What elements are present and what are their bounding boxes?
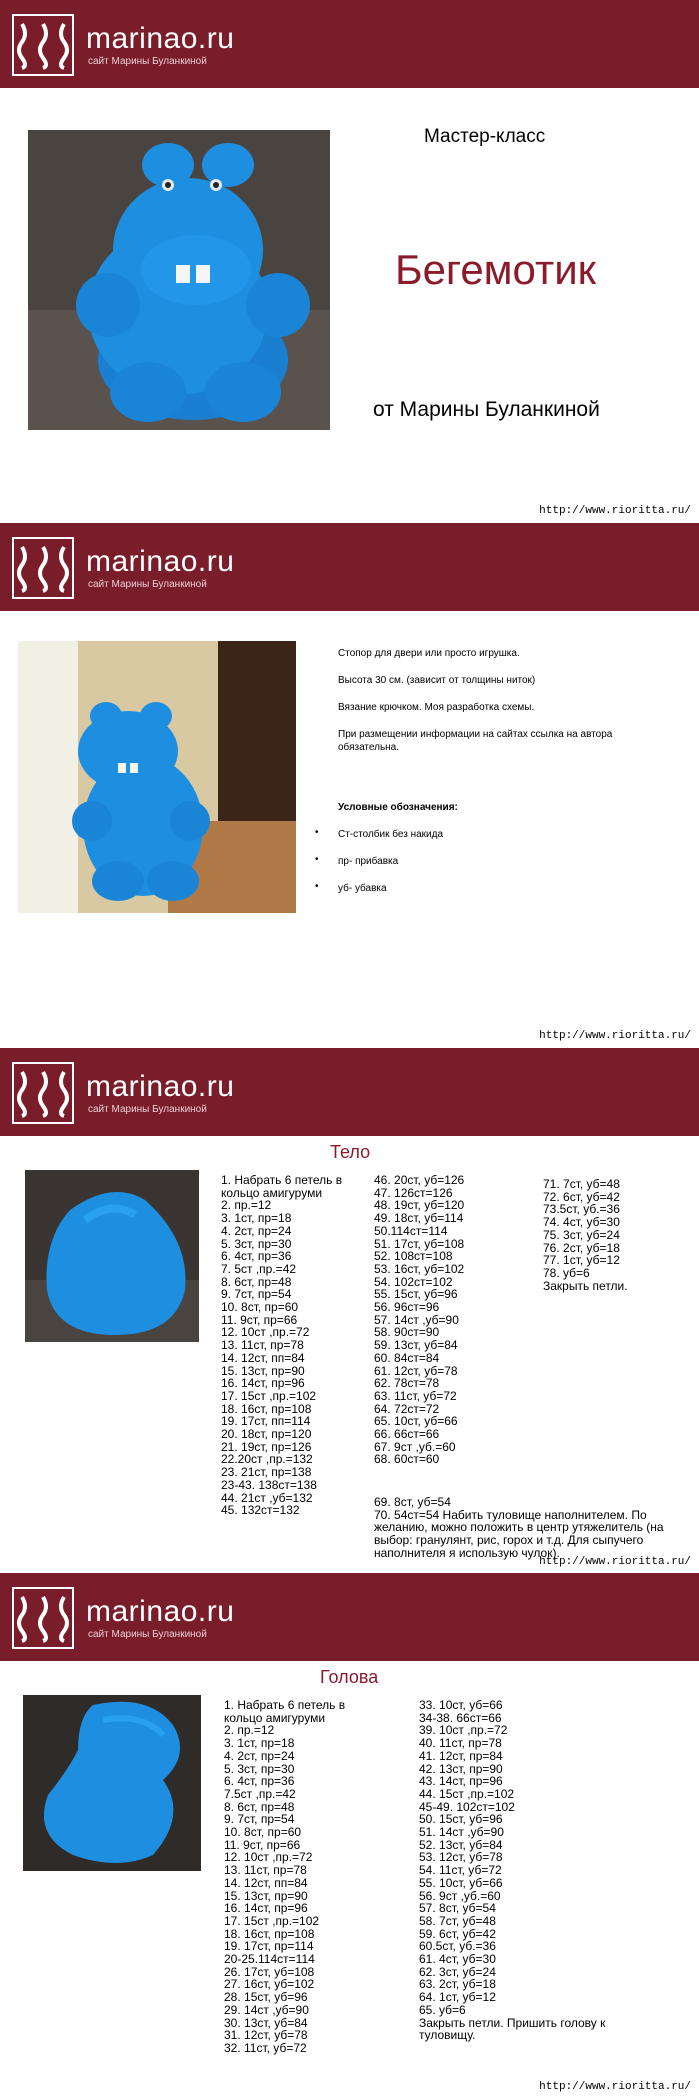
pattern-row: 42. 13ст, пр=90 [419, 1761, 503, 1776]
pattern-row: 60.5ст, уб.=36 [419, 1939, 496, 1954]
brand-name: marinao.ru [86, 1595, 235, 1628]
pattern-row: 64. 72ст=72 [374, 1401, 440, 1416]
pattern-row: 28. 15ст, уб=96 [224, 1990, 308, 2005]
pattern-row: Закрыть петли. [543, 1278, 628, 1293]
section-title: Тело [330, 1142, 371, 1162]
pattern-row: 13. 11ст, пр=78 [224, 1863, 307, 1878]
pattern-row: 6. 4ст, пр=36 [221, 1249, 292, 1264]
source-url: http://www.rioritta.ru/ [539, 2081, 691, 2093]
page-title: Бегемотик [395, 246, 597, 293]
pattern-row: 22.20ст ,пр.=132 [221, 1452, 313, 1467]
pattern-row: 1. Набрать 6 петель в [221, 1173, 343, 1187]
pattern-row: 14. 12ст, пп=84 [224, 1875, 308, 1890]
pattern-row: 9. 7ст, пр=54 [221, 1287, 292, 1302]
author: от Марины Буланкиной [373, 398, 600, 421]
pattern-row: 27. 16ст, уб=102 [224, 1977, 315, 1992]
body-photo [25, 1170, 199, 1342]
pattern-row: выбор: гранулянт, рис, горох и т.д. Для сыпучего [374, 1533, 644, 1548]
pattern-row: 59. 6ст, уб=42 [419, 1926, 496, 1941]
pattern-row: 15. 13ст, пр=90 [221, 1363, 305, 1378]
pattern-row: 71. 7ст, уб=48 [543, 1177, 620, 1191]
body-rows-column-1 [221, 1174, 342, 1517]
pattern-row: 12. 10ст ,пр.=72 [224, 1850, 313, 1865]
pattern-row: 57. 8ст, уб=54 [419, 1901, 496, 1916]
pattern-row: 5. 3ст, пр=30 [221, 1236, 292, 1251]
pattern-row: 6. 4ст, пр=36 [224, 1774, 295, 1789]
intro-paragraph: Вязание крючком. Моя разработка схемы. [338, 702, 535, 713]
kicker: Мастер-класс [424, 126, 546, 147]
section-title: Голова [320, 1667, 379, 1687]
pattern-row: 21. 19ст, пр=126 [221, 1439, 312, 1454]
body-rows-column-2-tail [374, 1496, 664, 1560]
pattern-row: туловищу. [419, 2028, 476, 2043]
pattern-row: 48. 19ст, уб=120 [374, 1198, 465, 1213]
brand-tagline: сайт Марины Буланкиной [88, 56, 207, 67]
pattern-row: 4. 2ст, пр=24 [221, 1223, 292, 1238]
bullet-icon: • [315, 854, 319, 865]
pattern-row: 16. 14ст, пр=96 [221, 1376, 305, 1391]
logo-icon [12, 1062, 74, 1124]
slide-intro [0, 523, 699, 1047]
pattern-row: 54. 102ст=102 [374, 1274, 453, 1289]
pattern-row: 23. 21ст, пр=138 [221, 1465, 312, 1480]
brand-tagline: сайт Марины Буланкиной [88, 579, 207, 590]
pattern-row: 75. 3ст, уб=24 [543, 1227, 620, 1242]
logo-icon [12, 1587, 74, 1649]
pattern-row: 78. уб=6 [543, 1265, 590, 1280]
pattern-row: 56. 96ст=96 [374, 1300, 440, 1315]
pattern-row: 66. 66ст=66 [374, 1427, 440, 1442]
pattern-row: 70. 54ст=54 Набить туловище наполнителем. По [374, 1507, 647, 1522]
pattern-row: 30. 13ст, уб=84 [224, 2015, 308, 2030]
pattern-row: 65. уб=6 [419, 2002, 466, 2017]
pattern-row: 8. 6ст, пр=48 [224, 1799, 295, 1814]
pattern-row: 17. 15ст ,пр.=102 [224, 1913, 320, 1928]
pattern-row: 4. 2ст, пр=24 [224, 1748, 295, 1763]
pattern-row: 56. 9ст ,уб.=60 [419, 1888, 501, 1903]
pattern-row: 61. 12ст, уб=78 [374, 1363, 458, 1378]
pattern-row: 11. 9ст, пр=66 [221, 1312, 298, 1327]
legend-title: Условные обозначения: [338, 802, 458, 813]
pattern-row: 10. 8ст, пр=60 [221, 1300, 299, 1315]
pattern-row: 44. 21ст ,уб=132 [221, 1490, 313, 1505]
head-rows-column-2 [419, 1699, 605, 2042]
pattern-row: 53. 16ст, уб=102 [374, 1261, 465, 1276]
pattern-row: 2. пр.=12 [221, 1198, 272, 1213]
pattern-row: 74. 4ст, уб=30 [543, 1215, 620, 1230]
pattern-row: 9. 7ст, пр=54 [224, 1812, 295, 1827]
pattern-row: 1. Набрать 6 петель в [224, 1698, 346, 1712]
header-bar [0, 1573, 699, 1661]
pattern-row: 46. 20ст, уб=126 [374, 1173, 465, 1187]
pattern-row: 43. 14ст, пр=96 [419, 1774, 503, 1789]
pattern-row: 53. 12ст, уб=78 [419, 1850, 503, 1865]
pattern-row: 62. 3ст, уб=24 [419, 1964, 496, 1979]
body-rows-column-3 [543, 1178, 628, 1292]
pattern-row: 51. 17ст, уб=108 [374, 1236, 465, 1251]
pattern-row: 73.5ст, уб.=36 [543, 1202, 620, 1217]
pattern-row: 13. 11ст, пр=78 [221, 1338, 304, 1353]
slide-title [0, 0, 699, 522]
legend-item: Ст-столбик без накида [338, 829, 444, 840]
pattern-row: 55. 15ст, уб=96 [374, 1287, 458, 1302]
pattern-row: Закрыть петли. Пришить голову к [419, 2015, 606, 2030]
logo-icon [12, 14, 74, 76]
pattern-row: 63. 2ст, уб=18 [419, 1977, 496, 1992]
pattern-row: 60. 84ст=84 [374, 1350, 440, 1365]
slide-body [0, 1048, 699, 1572]
pattern-row: 47. 126ст=126 [374, 1185, 453, 1200]
body-rows-column-2 [374, 1174, 464, 1466]
pattern-row: 51. 14ст ,уб=90 [419, 1825, 504, 1840]
pattern-row: кольцо амигуруми [221, 1185, 323, 1200]
pattern-row: 72. 6ст, уб=42 [543, 1189, 620, 1204]
pattern-row: 2. пр.=12 [224, 1723, 275, 1738]
pattern-row: 39. 10ст ,пр.=72 [419, 1723, 508, 1738]
pattern-row: 77. 1ст, уб=12 [543, 1253, 620, 1268]
pattern-row: 44. 15ст ,пр.=102 [419, 1786, 515, 1801]
header-bar [0, 523, 699, 611]
pattern-row: 16. 14ст, пр=96 [224, 1901, 308, 1916]
head-photo [23, 1695, 201, 1871]
pattern-row: 20. 18ст, пр=120 [221, 1427, 312, 1442]
pattern-row: 50.114ст=114 [374, 1223, 448, 1238]
pattern-row: 62. 78ст=78 [374, 1376, 440, 1391]
intro-paragraph: При размещении информации на сайтах ссылка на автора обязательна. [338, 729, 613, 753]
pattern-row: 32. 11ст, уб=72 [224, 2040, 307, 2055]
pattern-row: 68. 60ст=60 [374, 1452, 440, 1467]
bullet-icon: • [315, 827, 319, 838]
pattern-row: 69. 8ст, уб=54 [374, 1495, 451, 1509]
pattern-row: кольцо амигуруми [224, 1710, 326, 1725]
slide-head [0, 1573, 699, 2099]
pattern-row: 76. 2ст, уб=18 [543, 1240, 620, 1255]
pattern-row: 40. 11ст, пр=78 [419, 1736, 502, 1751]
pattern-row: 58. 7ст, уб=48 [419, 1913, 496, 1928]
pattern-row: 34-38. 66ст=66 [419, 1710, 502, 1725]
header-bar [0, 1048, 699, 1136]
pattern-row: 45-49. 102ст=102 [419, 1799, 515, 1814]
pattern-row: 15. 13ст, пр=90 [224, 1888, 308, 1903]
brand-name: marinao.ru [86, 22, 235, 55]
pattern-row: 65. 10ст, уб=66 [374, 1414, 458, 1429]
pattern-row: 8. 6ст, пр=48 [221, 1274, 292, 1289]
pattern-row: 41. 12ст, пр=84 [419, 1748, 503, 1763]
pattern-row: 45. 132ст=132 [221, 1503, 300, 1518]
pattern-row: 19. 17ст, пп=114 [221, 1414, 311, 1429]
source-url: http://www.rioritta.ru/ [539, 1030, 691, 1042]
intro-paragraph: Высота 30 см. (зависит от толщины ниток) [338, 675, 536, 686]
pattern-row: 20-25.114ст=114 [224, 1952, 315, 1967]
pattern-row: 49. 18ст, уб=114 [374, 1211, 464, 1226]
pattern-row: 7.5ст ,пр.=42 [224, 1786, 296, 1801]
pattern-row: 18. 16ст, пр=108 [221, 1401, 312, 1416]
header-bar [0, 0, 699, 88]
brand-name: marinao.ru [86, 1070, 235, 1103]
brand-name: marinao.ru [86, 545, 235, 578]
pattern-row: 3. 1ст, пр=18 [224, 1736, 295, 1751]
source-url: http://www.rioritta.ru/ [539, 1556, 691, 1568]
pattern-row: 58. 90ст=90 [374, 1325, 440, 1340]
pattern-row: 26. 17ст, уб=108 [224, 1964, 315, 1979]
pattern-row: 31. 12ст, уб=78 [224, 2028, 308, 2043]
intro-paragraph: Стопор для двери или просто игрушка. [338, 648, 520, 659]
bullet-icon: • [315, 881, 319, 892]
pattern-row: 18. 16ст, пр=108 [224, 1926, 315, 1941]
pattern-row: 52. 13ст, уб=84 [419, 1837, 503, 1852]
pattern-row: 14. 12ст, пп=84 [221, 1350, 305, 1365]
legend-item: пр- прибавка [338, 856, 399, 867]
legend-item: уб- убавка [338, 883, 387, 894]
pattern-row: 11. 9ст, пр=66 [224, 1837, 301, 1852]
pattern-row: 17. 15ст ,пр.=102 [221, 1388, 317, 1403]
pattern-row: 59. 13ст, уб=84 [374, 1338, 458, 1353]
pattern-row: 10. 8ст, пр=60 [224, 1825, 302, 1840]
pattern-row: 3. 1ст, пр=18 [221, 1211, 292, 1226]
pattern-row: 12. 10ст ,пр.=72 [221, 1325, 310, 1340]
pattern-row: 61. 4ст, уб=30 [419, 1952, 496, 1967]
pattern-row: 5. 3ст, пр=30 [224, 1761, 295, 1776]
pattern-row: 57. 14ст ,уб=90 [374, 1312, 459, 1327]
head-rows-column-1 [224, 1699, 345, 2055]
pattern-row: 50. 15ст, уб=96 [419, 1812, 503, 1827]
pattern-row: 52. 108ст=108 [374, 1249, 453, 1264]
hippo-photo [28, 130, 330, 430]
logo-icon [12, 537, 74, 599]
hippo-door-photo [18, 641, 296, 913]
pattern-row: желанию, можно положить в центр утяжелитель (на [374, 1520, 664, 1535]
pattern-row: 63. 11ст, уб=72 [374, 1388, 457, 1403]
pattern-row: 29. 14ст ,уб=90 [224, 2002, 309, 2017]
brand-tagline: сайт Марины Буланкиной [88, 1629, 207, 1640]
source-url: http://www.rioritta.ru/ [539, 505, 691, 517]
pattern-row: 67. 9ст ,уб.=60 [374, 1439, 456, 1454]
pattern-row: 7. 5ст ,пр.=42 [221, 1261, 297, 1276]
pattern-row: 64. 1ст, уб=12 [419, 1990, 496, 2005]
pattern-row: 23-43. 138ст=138 [221, 1477, 317, 1492]
brand-tagline: сайт Марины Буланкиной [88, 1104, 207, 1115]
pattern-row: 55. 10ст, уб=66 [419, 1875, 503, 1890]
pattern-row: наполнителя я использую чулок). [374, 1545, 560, 1560]
pattern-row: 19. 17ст, пр=114 [224, 1939, 314, 1954]
pattern-row: 33. 10ст, уб=66 [419, 1698, 503, 1712]
pattern-row: 54. 11ст, уб=72 [419, 1863, 502, 1878]
